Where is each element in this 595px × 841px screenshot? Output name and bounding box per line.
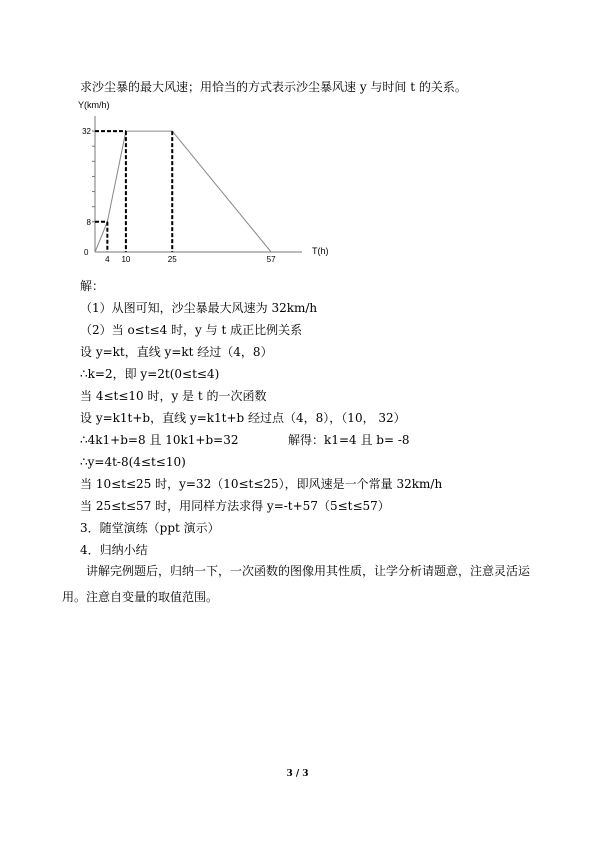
page-number: 3 / 3 bbox=[286, 769, 309, 779]
y-tick-label: 32 bbox=[82, 127, 91, 137]
solution-line: ∴k=2，即 y=2t(0≤t≤4) bbox=[80, 367, 220, 381]
solution-line: 解： bbox=[80, 279, 105, 293]
x-tick-label: 25 bbox=[167, 255, 177, 264]
solution-line: 3．随堂演练（ppt 演示） bbox=[80, 521, 220, 535]
solution-line: （1）从图可知，沙尘暴最大风速为 32km/h bbox=[80, 301, 318, 315]
graph-marks bbox=[95, 131, 271, 252]
graph-segment bbox=[95, 222, 107, 252]
solution-line: ∴y=4t-8(4≤t≤10) bbox=[80, 455, 186, 469]
summary-paragraph: 讲解完例题后，归纳一下，一次函数的图像用其性质，让学分析请题意，注意灵活运用。注意自变量的取值范围。 bbox=[62, 564, 531, 604]
y-tick-label: 8 bbox=[86, 217, 91, 227]
x-tick-label: 4 bbox=[105, 255, 110, 264]
graph-segment bbox=[107, 131, 126, 222]
intro-text: 求沙尘暴的最大风速；用恰当的方式表示沙尘暴风速 y 与时间 t 的关系。 bbox=[80, 80, 467, 94]
x-tick-label: 10 bbox=[121, 255, 131, 264]
solution-line: 4．归纳小结 bbox=[80, 543, 148, 557]
solution-line: 设 y=kt，直线 y=kt 经过（4，8） bbox=[80, 345, 273, 359]
solution-line: ∴4k1+b=8 且 10k1+b=32 解得：k1=4 且 b= -8 bbox=[80, 433, 410, 447]
solution-line: 当 25≤t≤57 时，用同样方法求得 y=-t+57（5≤t≤57） bbox=[80, 499, 390, 513]
solution-line: （2）当 o≤t≤4 时，y 与 t 成正比例关系 bbox=[80, 323, 303, 337]
solution-line: 当 10≤t≤25 时，y=32（10≤t≤25），即风速是一个常量 32km/h bbox=[80, 477, 443, 491]
solution-line: 当 4≤t≤10 时，y 是 t 的一次函数 bbox=[80, 389, 267, 403]
origin-label: 0 bbox=[84, 248, 89, 257]
wind-speed-graph bbox=[70, 96, 340, 266]
y-axis-label: Y(km/h) bbox=[78, 100, 110, 110]
graph-segment bbox=[172, 131, 271, 252]
x-tick-label: 57 bbox=[266, 255, 276, 264]
x-axis-label: T(h) bbox=[312, 246, 329, 256]
solution-line: 设 y=k1t+b，直线 y=k1t+b 经过点（4，8），（10， 32） bbox=[80, 411, 406, 425]
